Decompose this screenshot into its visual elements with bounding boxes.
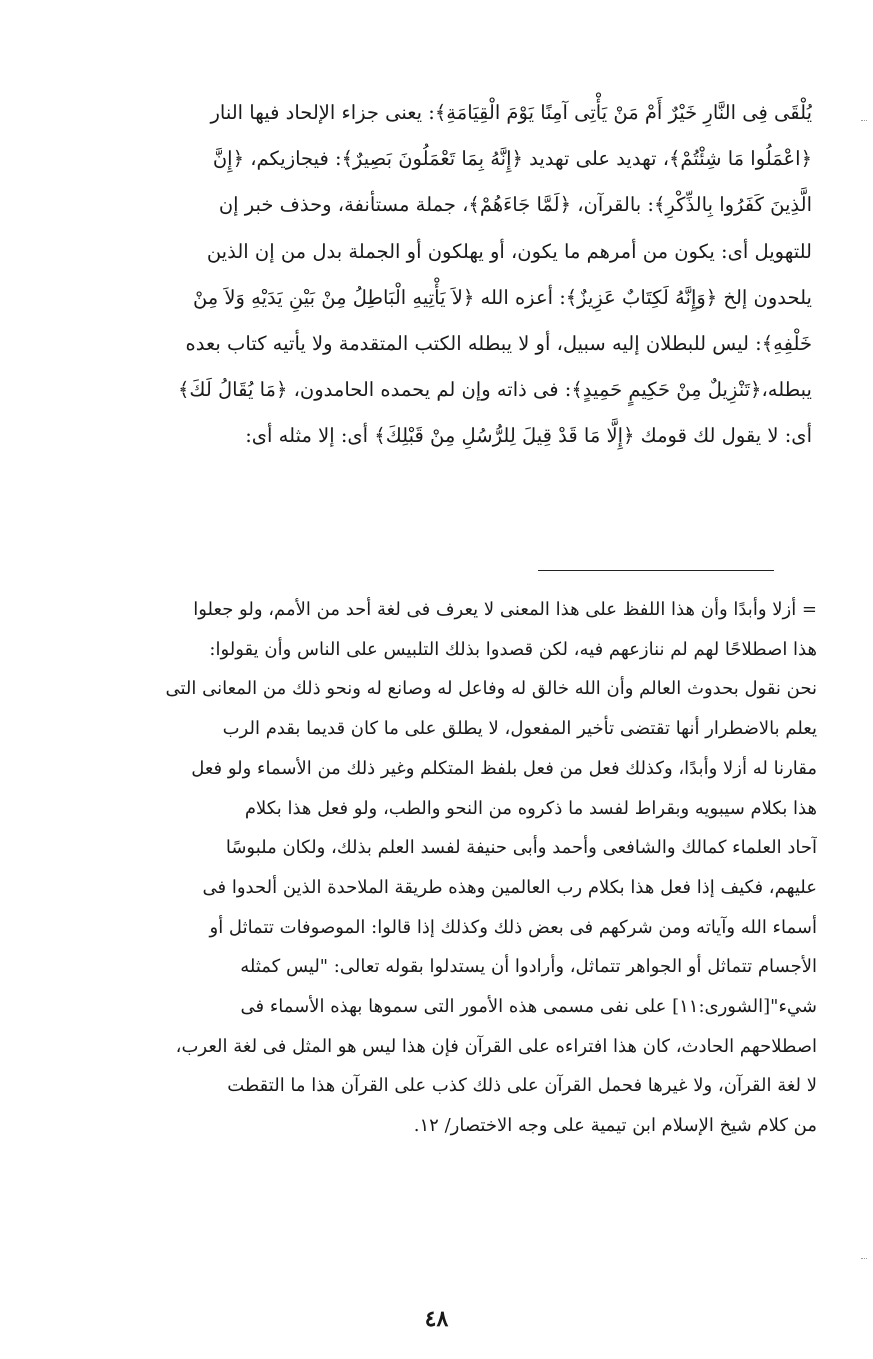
edge-dotted-mark	[861, 120, 867, 121]
main-text-line: للتهويل أى: يكون من أمرهم ما يكون، أو يهلكون أو الجملة بدل من إن الذين	[206, 239, 812, 263]
page-number: ٤٨	[424, 1306, 449, 1332]
main-text-block	[62, 90, 812, 460]
footnote-line: شيء"[الشورى:١١] على نفى مسمى هذه الأمور التى سموها بهذه الأسماء فى	[240, 996, 817, 1018]
footnote-line: أسماء الله وآياته ومن شركهم فى بعض ذلك وكذلك إذا قالوا: الموصوفات تتماثل أو	[209, 916, 817, 938]
footnote-line: لا لغة القرآن، ولا غيرها فحمل القرآن على ذلك كذب على القرآن هذا ما التقطت	[227, 1075, 817, 1097]
main-text-line: يلحدون إلخ ﴿وَإِنَّهُ لَكِتَابٌ عَزِيزٌ﴾: أعزه الله ﴿لاَ يَأْتِيهِ الْبَاطِلُ مِنْ بَيْنِ يَدَيْهِ وَلاَ مِنْ	[192, 285, 812, 309]
edge-dotted-mark	[861, 1258, 867, 1259]
main-text-line: ﴿اعْمَلُوا مَا شِئْتُمْ﴾، تهديد على تهديد ﴿إِنَّهُ بِمَا تَعْمَلُونَ بَصِيرٌ﴾: فيجازيكم، ﴿إِنَّ	[212, 147, 812, 171]
footnote-line: هذا اصطلاحًا لهم لم ننازعهم فيه، لكن قصدوا بذلك التلبيس على الناس وأن يقولوا:	[209, 638, 817, 660]
footnote-line: اصطلاحهم الحادث، كان هذا افتراءه على القرآن فإن هذا ليس هو المثل فى لغة العرب،	[175, 1035, 817, 1057]
footnote-line: الأجسام تتماثل أو الجواهر تتماثل، وأرادوا أن يستدلوا بقوله تعالى: "ليس كمثله	[240, 956, 817, 978]
footnote-line: عليهم، فكيف إذا فعل هذا بكلام رب العالمين وهذه طريقة الملاحدة الذين ألحدوا فى	[202, 876, 817, 898]
footnote-line: = أزلا وأبدًا وأن هذا اللفظ على هذا المعنى لا يعرف فى لغة أحد من الأمم، ولو جعلوا	[193, 599, 817, 620]
main-text-line: الَّذِينَ كَفَرُوا بِالذِّكْرِ﴾: بالقرآن، ﴿لَمَّا جَاءَهُمْ﴾، جملة مستأنفة، وحذف خبر إن	[218, 193, 812, 217]
footnote-line: نحن نقول بحدوث العالم وأن الله خالق له وفاعل له وصانع له ونحو ذلك من المعانى التى	[165, 678, 817, 700]
footnote-line: آحاد العلماء كمالك والشافعى وأحمد وأبى حنيفة لفسد العلم بذلك، ولكان ملبوسًا	[225, 837, 817, 859]
main-text-line: أى: لا يقول لك قومك ﴿إِلَّا مَا قَدْ قِيلَ لِلرُّسُلِ مِنْ قَبْلِكَ﴾ أى: إلا مثله أى:	[245, 424, 812, 448]
footnote-divider	[538, 570, 774, 571]
main-text-line: يُلْقَى فِى النَّارِ خَيْرٌ أَمْ مَنْ يَأْتِى آمِنًا يَوْمَ الْقِيَامَةِ﴾: يعنى جزاء الإلحاد فيها النار	[210, 101, 812, 124]
footnote-line: من كلام شيخ الإسلام ابن تيمية على وجه الاختصار/ ١٢.	[413, 1115, 817, 1137]
footnote-line: مقارنا له أزلا وأبدًا، وكذلك فعل من فعل بلفظ المتكلم وغير ذلك من الأسماء ولو فعل	[191, 757, 817, 779]
footnote-block	[62, 590, 817, 1146]
footnote-line: هذا بكلام سيبويه وبقراط لفسد ما ذكروه من النحو والطب، ولو فعل هذا بكلام	[244, 797, 817, 819]
main-text-line: خَلْفِهِ﴾: ليس للبطلان إليه سبيل، أو لا يبطله الكتب المتقدمة ولا يأتيه كتاب بعده	[185, 332, 812, 356]
main-text-line: يبطله،﴿تَنْزِيلٌ مِنْ حَكِيمٍ حَمِيدٍ﴾: فى ذاته وإن لم يحمده الحامدون، ﴿مَا يُقَالُ لَكَ﴾	[178, 378, 812, 402]
footnote-line: يعلم بالاضطرار أنها تقتضى تأخير المفعول، لا يطلق على ما كان قديما بقدم الرب	[222, 718, 817, 740]
